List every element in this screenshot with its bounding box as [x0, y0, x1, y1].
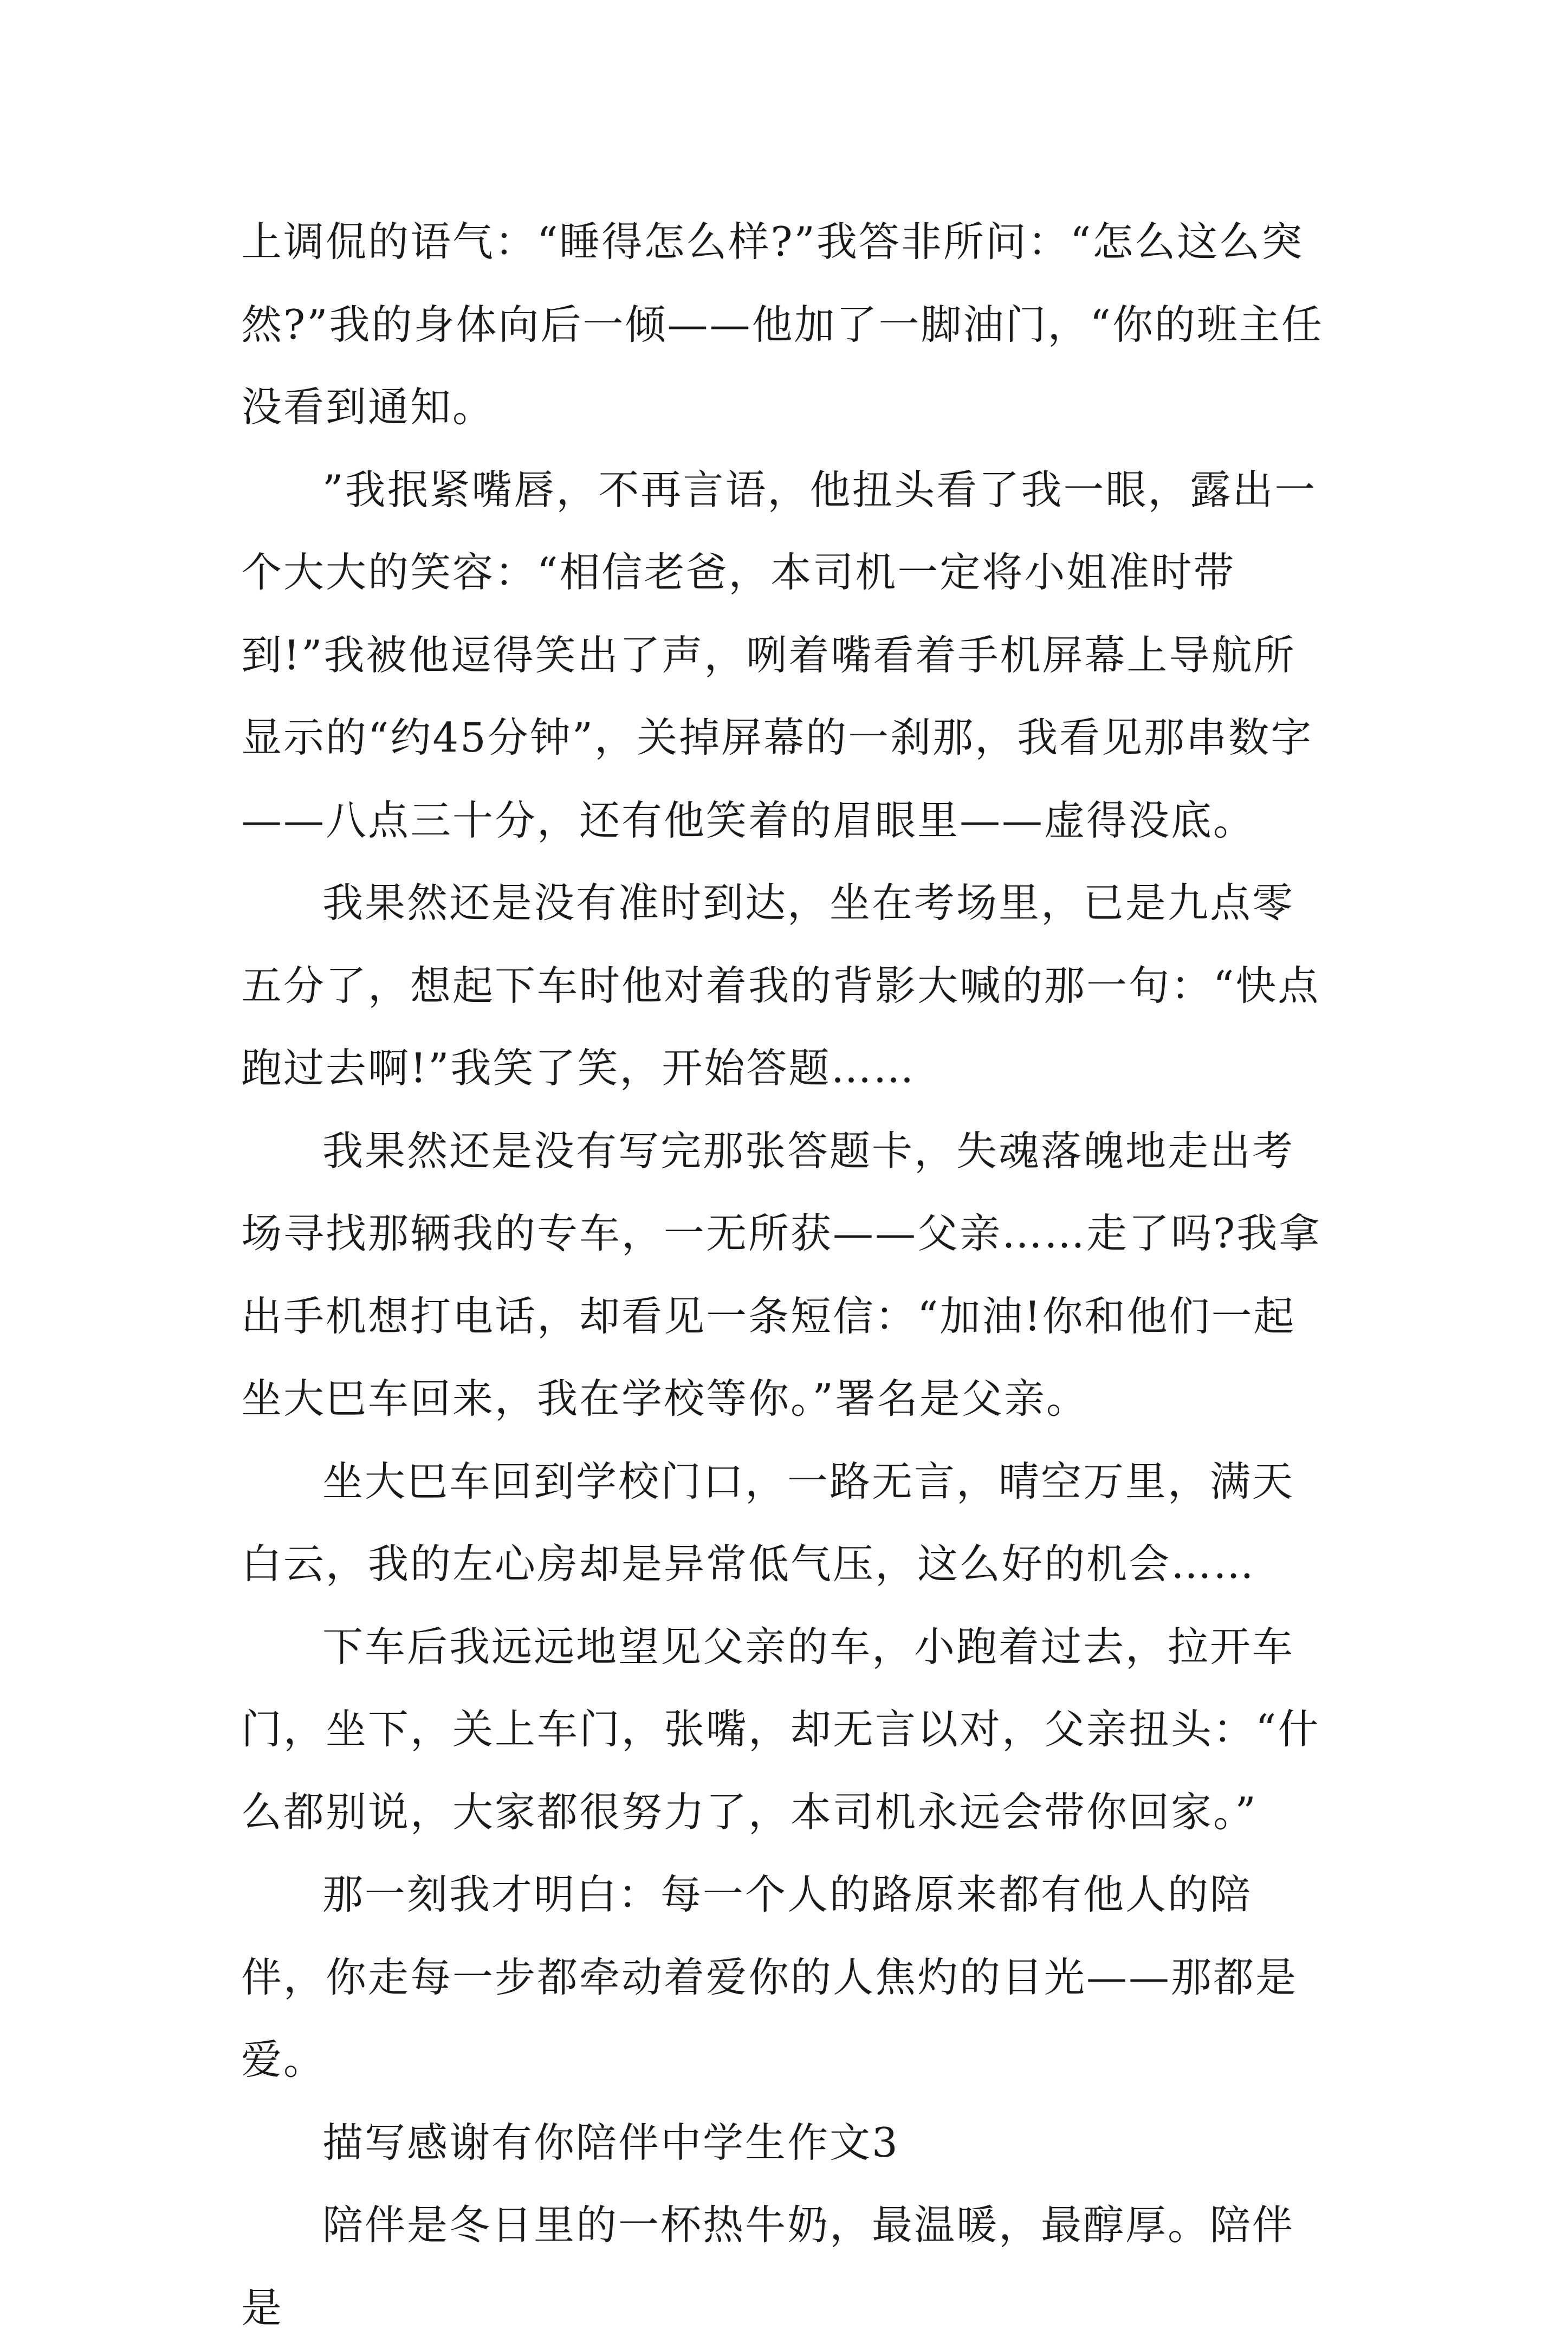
paragraph: 我果然还是没有写完那张答题卡，失魂落魄地走出考场寻找那辆我的专车，一无所获——父亲……走了吗?我拿出手机想打电话，却看见一条短信：“加油!你和他们一起坐大巴车回来，我在学校等你。”署名是父亲。	[241, 1127, 1321, 1422]
document-body	[241, 200, 1330, 2349]
paragraph: ”我抿紧嘴唇，不再言语，他扭头看了我一眼，露出一个大大的笑容：“相信老爸，本司机一定将小姐准时带到!”我被他逗得笑出了声，咧着嘴看着手机屏幕上导航所显示的“约45分钟”，关掉屏幕的一刹那，我看见那串数字——八点三十分，还有他笑着的眉眼里——虚得没底。	[241, 465, 1317, 844]
paragraph: 坐大巴车回到学校门口，一路无言，晴空万里，满天白云，我的左心房却是异常低气压，这么好的机会……	[241, 1457, 1295, 1588]
paragraph: 下车后我远远地望见父亲的车，小跑着过去，拉开车门，坐下，关上车门，张嘴，却无言以对，父亲扭头：“什么都别说，大家都很努力了，本司机永远会带你回家。”	[241, 1622, 1320, 1836]
section-heading: 描写感谢有你陪伴中学生作文3	[322, 2118, 899, 2166]
paragraph: 那一刻我才明白：每一个人的路原来都有他人的陪伴，你走每一步都牵动着爱你的人焦灼的目光——那都是爱。	[241, 1871, 1298, 2083]
paragraph: 陪伴是冬日里的一杯热牛奶，最温暖，最醇厚。陪伴是	[241, 2201, 1295, 2332]
paragraph: 我果然还是没有准时到达，坐在考场里，已是九点零五分了，想起下车时他对着我的背影大喊的那一句：“快点跑过去啊!”我笑了笑，开始答题……	[241, 879, 1320, 1092]
paragraph-continuation: 上调侃的语气：“睡得怎么样?”我答非所问：“怎么这么突然?”我的身体向后一倾——他加了一脚油门，“你的班主任没看到通知。	[241, 218, 1324, 431]
